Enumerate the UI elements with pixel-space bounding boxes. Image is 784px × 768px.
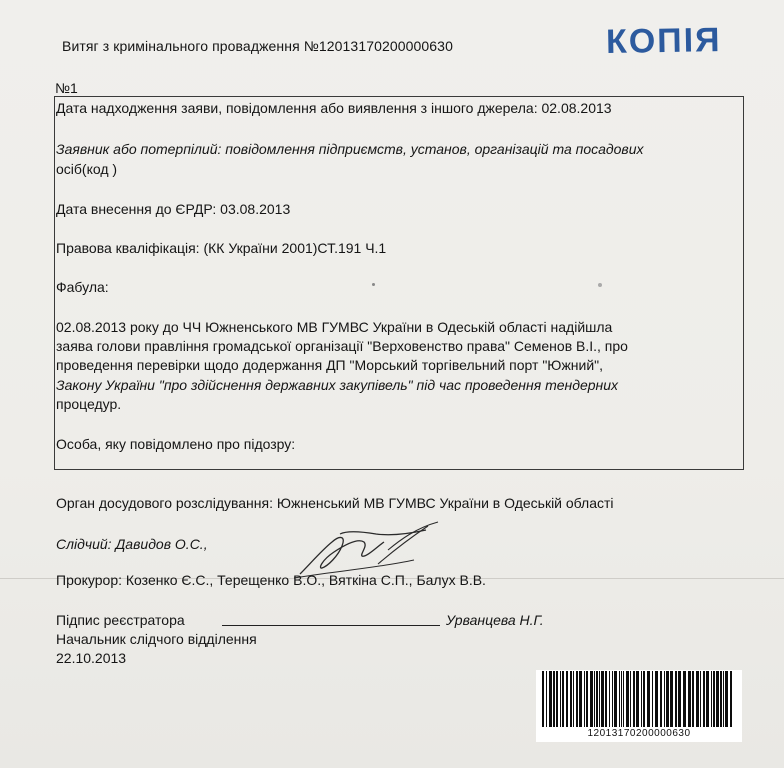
barcode-bar [716,671,719,727]
barcode-bar [700,671,701,727]
fabula-law-prefix: Закону України " [56,377,164,393]
fabula-law-suffix: " під час проведення тендерних [407,377,619,393]
barcode-bar [584,671,585,727]
barcode-bar [614,671,617,727]
barcode-bar [664,671,665,727]
barcode-bar [549,671,552,727]
barcode-bar [576,671,578,727]
fabula-line-3: проведення перевірки щодо додержання ДП "Морський торгівельний порт "Южний", [56,357,604,373]
barcode-bar [630,671,631,727]
investigator: Слідчий: Давидов О.С., [56,536,208,552]
registrar-signature-line [222,625,440,626]
barcode-bar [626,671,629,727]
fabula-line-1: 02.08.2013 року до ЧЧ Южненського МВ ГУМВС України в Одеській області надійшла [56,319,613,335]
fabula-line-4 [56,375,736,395]
fabula-line-5: процедур. [56,396,122,412]
barcode-bar [713,671,715,727]
barcode-bar [675,671,677,727]
barcode-bar [683,671,686,727]
barcode-bar [655,671,658,727]
barcode-bar [652,671,653,727]
document-date: 22.10.2013 [56,650,127,666]
barcode-bar [643,671,645,727]
barcode-bar [688,671,691,727]
barcode-bar [612,671,613,727]
fabula-law-title: про здійснення державних закупівель [163,377,408,393]
barcode-bar [586,671,588,727]
barcode-bar [553,671,555,727]
registrar-label: Підпис реєстратора [56,612,185,628]
barcode-bar [579,671,582,727]
barcode-bar [641,671,642,727]
barcode-bar [647,671,650,727]
barcode-bar [605,671,607,727]
barcode-number: 12013170200000630 [587,728,691,739]
barcode-bar [619,671,620,727]
barcode-bar [590,671,593,727]
barcode-bar [556,671,558,727]
barcode-bar [599,671,600,727]
barcode-bar [723,671,724,727]
barcode-bar [706,671,709,727]
barcode-icon [540,671,738,727]
barcode-bar [730,671,732,727]
erdr-date: Дата внесення до ЄРДР: 03.08.2013 [56,201,291,217]
barcode-bar [594,671,595,727]
investigation-agency: Орган досудового розслідування: Южненський МВ ГУМВС України в Одеській області [56,495,614,511]
applicant-value-cont: осіб(код ) [56,161,118,177]
barcode-bar [570,671,572,727]
suspect-label: Особа, яку повідомлено про підозру: [56,436,296,452]
barcode-bar [692,671,694,727]
barcode-bar [596,671,598,727]
barcode-bar [573,671,574,727]
barcode-bar [636,671,639,727]
barcode-bar [725,671,728,727]
applicant-line [56,139,736,159]
barcode-bar [720,671,722,727]
copy-stamp: КОПІЯ [605,20,722,62]
barcode-bar [703,671,705,727]
barcode-bar [621,671,622,727]
applicant-value: повідомлення підприємств, установ, організацій та посадових [225,141,644,157]
barcode-bar [696,671,699,727]
fabula-line-2: заява голови правління громадської організації "Верховенство права" Семенов В.І., про [56,338,628,354]
barcode-bar [560,671,561,727]
barcode-bar [566,671,568,727]
received-date: Дата надходження заяви, повідомлення або виявлення з іншого джерела: 02.08.2013 [56,100,612,116]
barcode-bar [660,671,662,727]
barcode-bar [562,671,564,727]
barcode-bar [609,671,610,727]
barcode-bar [546,671,547,727]
applicant-label: Заявник або потерпілий: [56,141,222,157]
barcode-bar [601,671,604,727]
chief-title: Начальник слідчого відділення [56,631,257,647]
prosecutors: Прокурор: Козенко Є.С., Терещенко В.О., Вяткіна С.П., Балух В.В. [56,572,486,588]
barcode-bar [623,671,624,727]
fabula-label: Фабула: [56,279,109,295]
legal-qualification: Правова кваліфікація: (КК України 2001)СТ.191 Ч.1 [56,240,387,256]
barcode-bar [711,671,712,727]
barcode-bar [678,671,681,727]
barcode-bar [542,671,544,727]
barcode-bar [666,671,669,727]
barcode-bar [670,671,673,727]
record-number: №1 [55,80,78,96]
registrar-name: Урванцева Н.Г. [446,612,544,628]
document-title: Витяг з кримінального провадження №12013170200000630 [62,38,453,54]
barcode-bar [633,671,635,727]
